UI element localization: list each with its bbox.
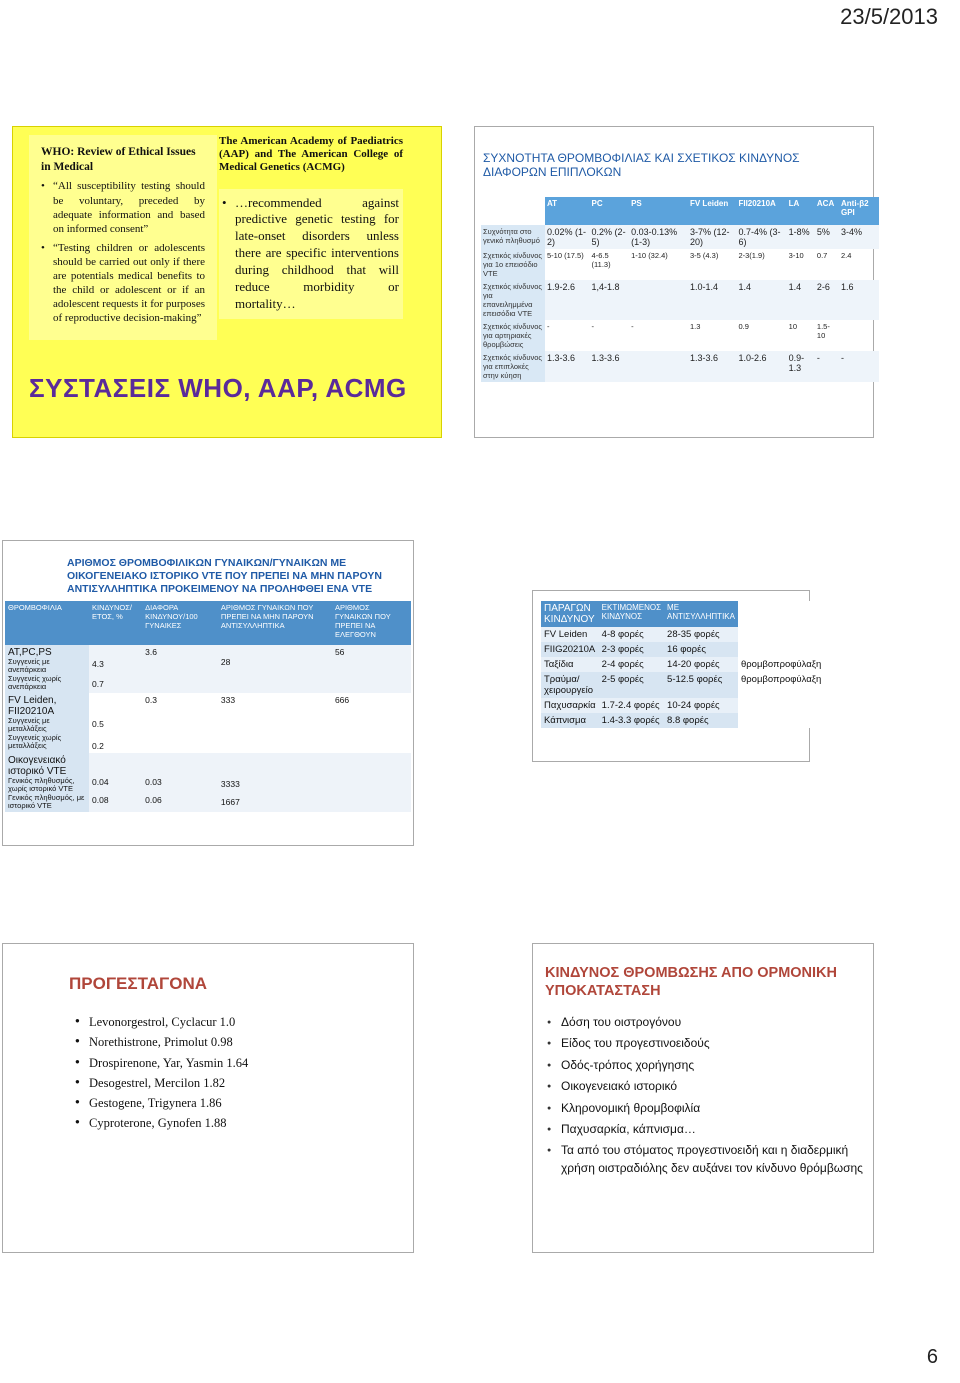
table-cell	[332, 753, 411, 812]
column-header: Anti-β2 GPI	[839, 197, 879, 225]
who-bullet: • “All susceptibility testing should be voluntary, preceded by adequate information and based on informed consent”	[41, 179, 205, 235]
list-item: ● Levonorgestrol, Cyclacur 1.0	[75, 1012, 248, 1032]
table-cell: 3333 1667	[218, 753, 332, 812]
table-cell: 16 φορές	[664, 642, 738, 657]
table-cell: 28-35 φορές	[664, 627, 738, 642]
table-cell: 0.3	[145, 695, 157, 705]
list-item: ● Οδός-τρόπος χορήγησης	[547, 1057, 867, 1074]
slide-title: ΣΥΣΤΑΣΕΙΣ WHO, AAP, ACMG	[29, 373, 407, 403]
list-item: ● Δόση του οιστρογόνου	[547, 1014, 867, 1031]
table-cell: 1.3-3.6	[545, 351, 590, 382]
group-sub: Συγγενείς χωρίς ανεπάρκεια	[8, 673, 62, 691]
table-cell: -	[839, 351, 879, 382]
table-cell: 1.5-10	[816, 322, 830, 340]
who-box	[29, 135, 217, 340]
column-header: ΚΙΝΔΥΝΟΣ/ΕΤΟΣ, %	[89, 601, 142, 645]
aap-heading: The American Academy of Paediatrics (AAP) and The American College of Medical Genetics (ACMG)	[219, 135, 403, 174]
date-label: 23/5/2013	[840, 4, 938, 29]
slide-title: ΚΙΝΔΥΝΟΣ ΘΡΟΜΒΩΣΗΣ ΑΠΟ ΟΡΜΟΝΙΚΗ ΥΠΟΚΑΤΑΣΤΑΣΗ	[545, 965, 837, 1000]
table-cell: 5-10 (17.5)	[547, 251, 584, 260]
table-cell: 0.03-0.13% (1-3)	[629, 225, 688, 249]
progestogen-list	[75, 1012, 248, 1134]
group-sub: Γενικός πληθυσμός, χωρίς ιστορικό VTE	[8, 776, 75, 794]
table-cell: Κάπνισμα	[541, 713, 599, 728]
table-cell	[738, 627, 824, 642]
table-cell: FV Leiden	[541, 627, 599, 642]
column-header	[738, 601, 824, 627]
table-cell: 1-10 (32.4)	[631, 251, 668, 260]
table-cell	[738, 642, 824, 657]
table-row	[541, 627, 824, 642]
table-cell: 0.7-4% (3-6)	[736, 225, 786, 249]
table-cell: 3-10	[788, 251, 804, 260]
slide-recommendations	[12, 126, 442, 438]
table-cell	[839, 320, 879, 351]
column-header: FV Leiden	[688, 197, 736, 225]
group-name: AT,PC,PS	[8, 647, 52, 658]
column-header: LA	[787, 197, 815, 225]
table-cell	[738, 698, 824, 713]
table-cell: 4-6.5 (11.3)	[591, 251, 611, 269]
table-header-row	[5, 601, 411, 645]
table-cell: 0.7	[816, 251, 828, 260]
aap-box	[219, 135, 403, 319]
group-sub: Γενικός πληθυσμός, με ιστορικό VTE	[8, 792, 85, 810]
column-header: ΑΡΙΘΜΟΣ ΓΥΝΑΙΚΩΝ ΠΟΥ ΠΡΕΠΕΙ ΝΑ ΜΗΝ ΠΑΡΟΥΝ ΑΝΤΙΣΥΛΛΗΠΤΙΚΑ	[218, 601, 332, 645]
list-item: ● Είδος του προγεστινοειδούς	[547, 1035, 867, 1052]
table-cell: 2-6	[815, 280, 839, 320]
table-cell: 28	[218, 645, 332, 693]
row-label: Συχνότητα στο γενικό πληθυσμό	[481, 225, 545, 249]
group-label	[5, 693, 89, 753]
table-cell: 1.6	[839, 280, 879, 320]
table-cell: 4.3 0.7	[89, 645, 142, 693]
group-label	[5, 645, 89, 693]
table-cell: -	[591, 322, 595, 331]
risk-factor-table	[541, 601, 824, 728]
table-cell: 3-4%	[839, 225, 879, 249]
table-cell: 3-5 (4.3)	[689, 251, 719, 260]
column-header: ΘΡΟΜΒΟΦΙΛΙΑ	[5, 601, 89, 645]
table-cell: 0.04 0.08	[89, 753, 142, 812]
table-cell: 3-7% (12-20)	[688, 225, 736, 249]
list-item: ● Desogestrel, Mercilon 1.82	[75, 1073, 248, 1093]
table-row	[5, 693, 411, 753]
table-cell: 2-3(1.9)	[738, 251, 765, 260]
table-cell: θρομβοπροφύλαξη	[738, 672, 824, 698]
table-cell: 1.7-2.4 φορές	[599, 698, 664, 713]
table-cell: 14-20 φορές	[664, 657, 738, 672]
group-sub: Συγγενείς χωρίς μεταλλάξεις	[8, 732, 62, 750]
list-item: ● Κληρονομική θρομβοφιλία	[547, 1100, 867, 1117]
list-item: ● Norethistrone, Primolut 0.98	[75, 1032, 248, 1052]
row-label: Σχετικός κίνδυνος για επιπλοκές στην κύηση	[481, 351, 545, 382]
group-sub: Συγγενείς με μεταλλάξεις	[8, 716, 50, 734]
table-cell: -	[815, 351, 839, 382]
group-sub: Συγγενείς με ανεπάρκεια	[8, 657, 50, 675]
table-cell	[629, 280, 688, 320]
table-cell: 666	[334, 695, 350, 705]
list-item: ● Παχυσαρκία, κάπνισμα…	[547, 1121, 867, 1138]
column-header: ΕΚΤΙΜΩΜΕΝΟΣ ΚΙΝΔΥΝΟΣ	[599, 601, 664, 627]
table-row	[5, 645, 411, 693]
table-row	[481, 320, 879, 351]
table-header-row	[481, 197, 879, 225]
list-item: ● Gestogene, Trigynera 1.86	[75, 1093, 248, 1113]
column-header: ΔΙΑΦΟΡΑ ΚΙΝΔΥΝΟΥ/100 ΓΥΝΑΙΚΕΣ	[142, 601, 218, 645]
column-header: PS	[629, 197, 688, 225]
table-cell: 4-8 φορές	[599, 627, 664, 642]
table-cell: 1-8%	[787, 225, 815, 249]
table-row	[481, 280, 879, 320]
table-row	[481, 351, 879, 382]
table-cell: θρομβοπροφύλαξη	[738, 657, 824, 672]
column-header: AT	[545, 197, 590, 225]
table-cell: 56	[332, 645, 411, 693]
slide-hrt-risk	[532, 943, 874, 1253]
table-cell: 1.0-1.4	[688, 280, 736, 320]
table-cell: -	[547, 322, 550, 331]
table-cell: 1.4	[787, 280, 815, 320]
table-cell: 2.4	[841, 251, 852, 260]
group-label	[5, 753, 89, 812]
table-cell: FIIG20210A	[541, 642, 599, 657]
table-row	[541, 642, 824, 657]
frequency-table	[481, 197, 879, 382]
column-header: ΠΑΡΑΓΩΝ ΚΙΝΔΥΝΟΥ	[541, 601, 599, 627]
slide-progestogens	[2, 943, 414, 1253]
list-item: ● Τα από του στόματος προγεστινοειδή και η διαδερμική χρήση οιστραδιόλης δεν αυξάνει τον κίνδυνο θρόμβωσης	[547, 1142, 867, 1177]
aap-quote-box	[219, 189, 403, 319]
table-cell: 2-5 φορές	[599, 672, 664, 698]
who-title: WHO: Review of Ethical Issues in Medical	[41, 146, 196, 173]
slide-title: ΣΥΧΝΟΤΗΤΑ ΘΡΟΜΒΟΦΙΛΙΑΣ ΚΑΙ ΣΧΕΤΙΚΟΣ ΚΙΝΔΥΝΟΣ ΔΙΑΦΟΡΩΝ ΕΠΙΠΛΟΚΩΝ	[483, 151, 800, 180]
bullet-icon: •	[222, 194, 227, 210]
table-cell: 0.02% (1-2)	[545, 225, 590, 249]
table-cell: 1.3	[689, 322, 701, 331]
table-cell: 1.0-2.6	[736, 351, 786, 382]
table-row	[541, 698, 824, 713]
table-cell: 10-24 φορές	[664, 698, 738, 713]
table-cell: 1.3-3.6	[688, 351, 736, 382]
table-cell: 2-4 φορές	[599, 657, 664, 672]
table-header-row	[541, 601, 824, 627]
who-bullet: • “Testing children or adolescents should be carried out only if there are potentials medical benefits to the child or adolescent or if an adolescent requests it for purposes of reproductive decision-making”	[41, 241, 205, 325]
table-corner	[481, 197, 545, 225]
table-cell: 5%	[815, 225, 839, 249]
table-cell: -	[631, 322, 634, 331]
table-cell: 1,4-1.8	[590, 280, 630, 320]
slide-risk-factors	[532, 590, 822, 762]
slide-women-count	[2, 540, 414, 846]
column-header: ΑΡΙΘΜΟΣ ΓΥΝΑΙΚΩΝ ΠΟΥ ΠΡΕΠΕΙ ΝΑ ΕΛΕΓΘΟΥΝ	[332, 601, 411, 645]
table-cell: 10	[788, 322, 797, 331]
table-cell: 0.03 0.06	[142, 753, 218, 812]
aap-quote: …recommended against predictive genetic testing for late-onset disorders unless there are specific interventions during childhood that will reduce morbidity or mortality…	[235, 194, 399, 311]
table-cell	[738, 713, 824, 728]
group-name: Οικογενειακό ιστορικό VTE	[8, 755, 67, 777]
who-bullets	[41, 179, 205, 325]
column-header: FII20210A	[736, 197, 786, 225]
table-cell: 1.4-3.3 φορές	[599, 713, 664, 728]
table-cell: Παχυσαρκία	[541, 698, 599, 713]
table-cell: 8.8 φορές	[664, 713, 738, 728]
row-label: Σχετικός κίνδυνος για επανειλημμένα επεισόδια VTE	[481, 280, 545, 320]
table-row	[481, 249, 879, 280]
row-label: Σχετικός κίνδυνος για 1ο επεισόδιο VTE	[481, 249, 545, 280]
table-cell: 1.3-3.6	[590, 351, 630, 382]
list-item: ● Οικογενειακό ιστορικό	[547, 1078, 867, 1095]
women-count-table	[5, 601, 411, 812]
table-cell: 0.9-1.3	[787, 351, 815, 382]
table-row	[541, 713, 824, 728]
table-cell: 1.4	[736, 280, 786, 320]
table-row	[541, 672, 824, 698]
table-row	[5, 753, 411, 812]
column-header: PC	[590, 197, 630, 225]
table-cell: Ταξίδια	[541, 657, 599, 672]
row-label: Σχετικός κίνδυνος για αρτηριακές θρομβώσεις	[481, 320, 545, 351]
table-cell: 2-3 φορές	[599, 642, 664, 657]
list-item: ● Cyproterone, Gynofen 1.88	[75, 1113, 248, 1133]
table-cell: 1.9-2.6	[545, 280, 590, 320]
group-name: FV Leiden, FII20210A	[8, 695, 57, 717]
page-number: 6	[926, 1346, 938, 1368]
table-row	[481, 225, 879, 249]
table-cell: 5-12.5 φορές	[664, 672, 738, 698]
slide-title: ΑΡΙΘΜΟΣ ΘΡΟΜΒΟΦΙΛΙΚΩΝ ΓΥΝΑΙΚΩΝ/ΓΥΝΑΙΚΩΝ ΜΕ ΟΙΚΟΓΕΝΕΙΑΚΟ ΙΣΤΟΡΙΚΟ VTE ΠΟΥ ΠΡΕΠΕΙ ΝΑ ΜΗΝ ΠΑΡΟΥΝ ΑΝΤΙΣΥΛΛΗΠΤΙΚΑ ΠΡΟΚΕΙΜΕΝΟΥ ΝΑ ΠΡΟΛΗΦΘΕΙ ΕΝΑ VTE	[67, 557, 382, 596]
table-row	[541, 657, 824, 672]
table-cell: 0.5 0.2	[92, 719, 104, 751]
column-header: ACA	[815, 197, 839, 225]
table-cell: Τραύμα/ χειρουργείο	[541, 672, 599, 698]
table-cell	[629, 351, 688, 382]
hrt-risk-list	[547, 1014, 867, 1181]
slide-thrombophilia-frequency	[474, 126, 874, 438]
table-cell: 0.2% (2-5)	[590, 225, 630, 249]
list-item: ● Drospirenone, Yar, Yasmin 1.64	[75, 1053, 248, 1073]
slide-title: ΠΡΟΓΕΣΤΑΓΟΝΑ	[69, 974, 207, 993]
table-cell: 3.6	[142, 645, 218, 693]
column-header: ΜΕ ΑΝΤΙΣΥΛΛΗΠΤΙΚΑ	[664, 601, 738, 627]
table-cell: 333	[220, 695, 236, 705]
table-cell: 0.9	[738, 322, 749, 331]
